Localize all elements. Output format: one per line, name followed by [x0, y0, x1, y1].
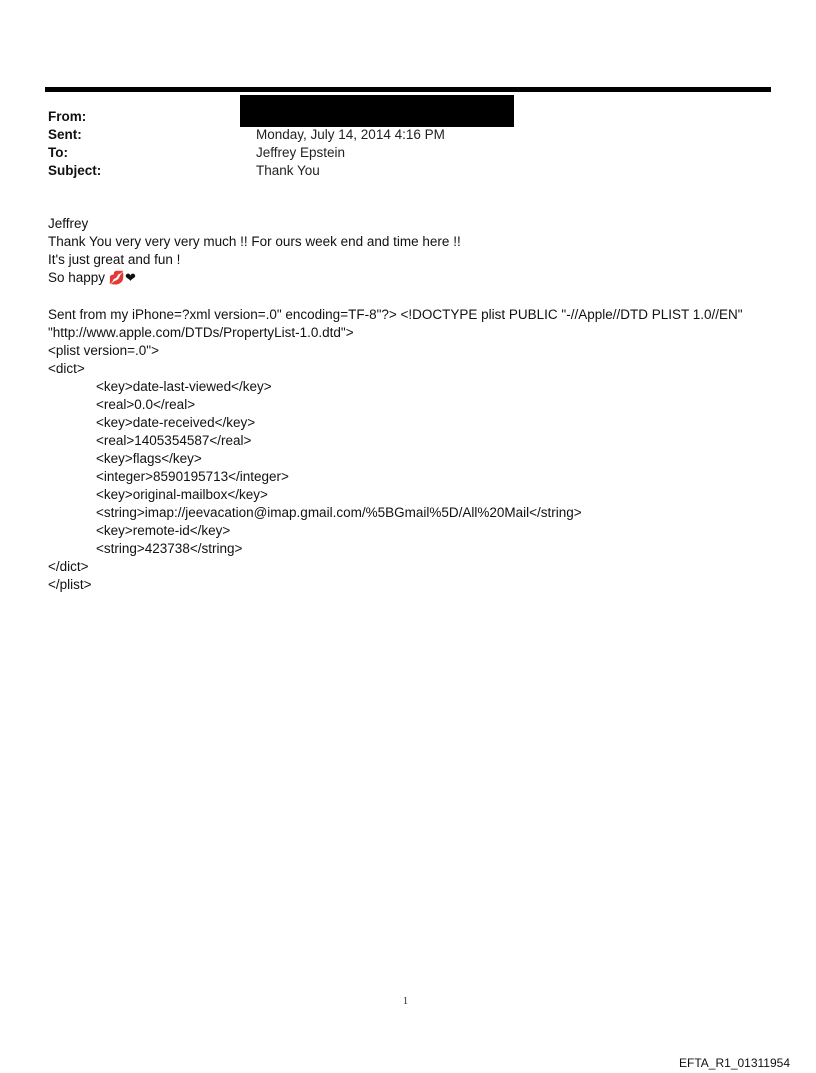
- dict-close-tag: </dict>: [48, 559, 89, 574]
- dict-open-tag: <dict>: [48, 361, 85, 376]
- subject-value: Thank You: [256, 163, 320, 178]
- dict-entry: <real>1405354587</real>: [96, 433, 252, 448]
- dict-entry: <real>0.0</real>: [96, 397, 196, 412]
- page-number: 1: [403, 996, 408, 1007]
- doctype-url-line: "http://www.apple.com/DTDs/PropertyList-1.0.dtd">: [48, 325, 354, 340]
- plist-open-tag: <plist version=.0">: [48, 343, 159, 358]
- happy-text: So happy: [48, 270, 109, 285]
- to-value: Jeffrey Epstein: [256, 145, 346, 160]
- sender-redaction-box: [240, 95, 514, 127]
- kiss-heart-emoji: 💋❤: [108, 271, 136, 286]
- dict-entry: <string>imap://jeevacation@imap.gmail.com/%5BGmail%5D/All%20Mail</string>: [96, 505, 582, 520]
- dict-entry: <key>flags</key>: [96, 451, 202, 466]
- dict-entry: <key>remote-id</key>: [96, 523, 231, 538]
- dict-entry: <string>423738</string>: [96, 541, 243, 556]
- bates-number: EFTA_R1_01311954: [679, 1056, 790, 1070]
- message-line-happy: [48, 269, 778, 288]
- subject-label: Subject:: [48, 163, 102, 178]
- dict-entry: <key>original-mailbox</key>: [96, 487, 268, 502]
- signature-line: Sent from my iPhone=?xml version=.0" encoding=TF-8"?> <!DOCTYPE plist PUBLIC "-//Apple//DTD PLIST 1.0//EN": [48, 307, 743, 322]
- greeting-line: Jeffrey: [48, 216, 89, 231]
- plist-close-tag: </plist>: [48, 577, 92, 592]
- message-body: [48, 215, 778, 594]
- from-label: From:: [48, 109, 87, 124]
- message-line: It's just great and fun !: [48, 252, 181, 267]
- sent-value: Monday, July 14, 2014 4:16 PM: [256, 127, 445, 142]
- message-line: Thank You very very very much !! For ours week end and time here !!: [48, 234, 461, 249]
- paragraph-gap: [48, 288, 778, 306]
- sent-label: Sent:: [48, 127, 82, 142]
- dict-entry: <integer>8590195713</integer>: [96, 469, 289, 484]
- header-rule: [45, 87, 771, 92]
- dict-entry: <key>date-received</key>: [96, 415, 256, 430]
- to-label: To:: [48, 145, 68, 160]
- dict-entry: <key>date-last-viewed</key>: [96, 379, 272, 394]
